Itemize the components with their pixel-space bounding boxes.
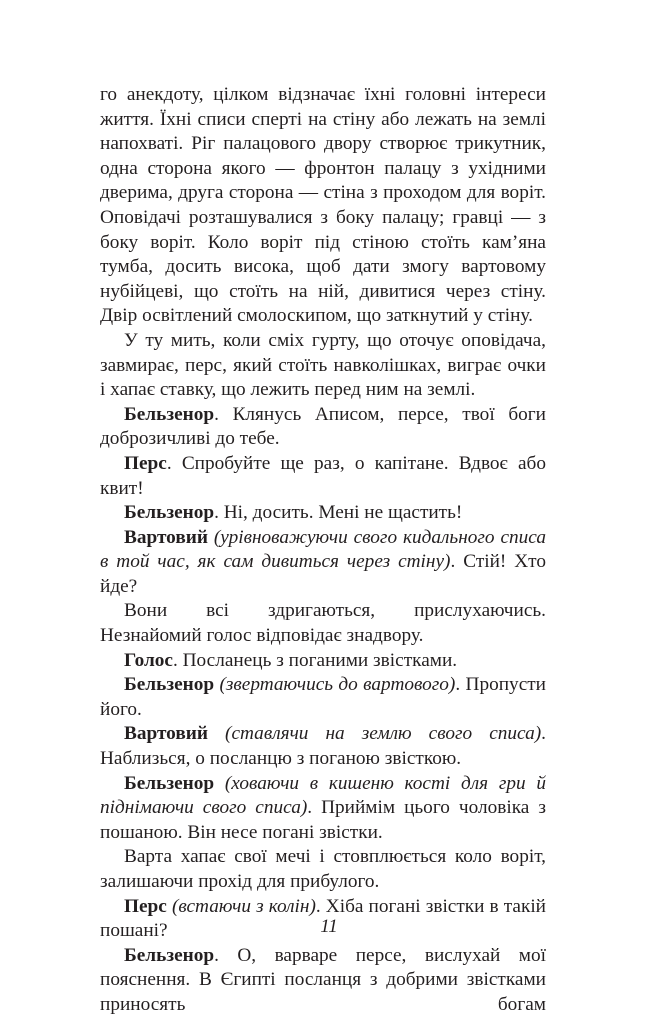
dialogue-text: . Хіба погані звістки в такій пошані? bbox=[100, 895, 547, 942]
speaker-name: Бельзенор bbox=[124, 674, 215, 696]
stage-direction: (урівноважуючи свого кидального списа в той час, як сам дивиться через стіну) bbox=[100, 526, 546, 573]
dialogue-line bbox=[100, 501, 546, 526]
dialogue-text: . Ні, досить. Мені не щастить! bbox=[214, 502, 463, 524]
narrative-paragraph: Варта хапає свої мечі і стовплюється коло воріт, залишаючи прохід для прибулого. bbox=[100, 846, 546, 892]
stage-direction: (встаючи з колін) bbox=[171, 895, 316, 917]
speaker-name: Перс bbox=[124, 895, 167, 917]
narrative-paragraph: У ту мить, коли сміх гурту, що оточує оповідача, завмирає, перс, який стоїть навколішках, виграє очки і хапає ставку, що лежить перед ним на землі. bbox=[100, 329, 546, 401]
narrative-paragraph: го анекдоту, цілком відзначає їхні головні інтереси життя. Їхні списи сперті на стіну або лежать на землі напохваті. Ріг палацового двору створює трикутник, одна сторона якого — фронтон палацу з ухідними дверима, друга сторона — стіна з проходом для воріт. Оповідачі розташувалися з боку палацу; гравці — з боку воріт. Коло воріт під стіною стоїть кам’яна тумба, досить висока, щоб дати змогу вартовому нубійцеві, що стоїть на ній, дивитися через стіну. Двір освітлений смолоскипом, що заткнутий у стіну. bbox=[100, 84, 546, 327]
dialogue-line bbox=[100, 526, 546, 600]
page-number: 11 bbox=[320, 916, 338, 937]
page-text bbox=[100, 83, 546, 1018]
dialogue-line bbox=[100, 649, 546, 674]
speaker-name: Голос bbox=[124, 649, 173, 671]
speaker-name: Бельзенор bbox=[124, 403, 215, 425]
speaker-name: Вартовий bbox=[124, 723, 208, 745]
speaker-name: Бельзенор bbox=[124, 772, 215, 794]
speaker-name: Вартовий bbox=[124, 526, 208, 548]
dialogue-text: . Клянусь Аписом, персе, твої боги доброзичливі до тебе. bbox=[100, 403, 546, 450]
dialogue-text: . Наблизься, о посланцю з поганою звісткою. bbox=[100, 723, 546, 770]
dialogue-text: . Спробуйте ще раз, о капітане. Вдвоє або квит! bbox=[100, 452, 546, 499]
dialogue-text: . Пропусти його. bbox=[100, 674, 546, 720]
narrative-paragraph: Вони всі здригаються, прислухаючись. Незнайомий голос відповідає знадвору. bbox=[100, 600, 546, 647]
stage-direction: (ховаючи в кишеню кості для гри й піднімаючи свого списа) bbox=[100, 772, 546, 819]
dialogue-text: . Стій! Хто йде? bbox=[100, 551, 546, 597]
stage-direction: (звертаючись до вартового) bbox=[219, 674, 456, 696]
dialogue-line bbox=[100, 944, 546, 1018]
dialogue-line bbox=[100, 722, 546, 771]
speaker-name: Бельзенор bbox=[124, 944, 215, 966]
stage-direction: (ставлячи на землю свого списа) bbox=[225, 723, 542, 745]
dialogue-line bbox=[100, 403, 546, 452]
dialogue-line bbox=[100, 673, 546, 722]
dialogue-text: . Посланець з поганими звістками. bbox=[172, 649, 458, 671]
speaker-name: Перс bbox=[124, 452, 167, 474]
dialogue-line bbox=[100, 452, 546, 501]
dialogue-text: . Приймім цього чоловіка з пошаною. Він несе погані звістки. bbox=[100, 797, 546, 843]
dialogue-line bbox=[100, 772, 546, 846]
speaker-name: Бельзенор bbox=[124, 502, 215, 524]
dialogue-text: . О, варваре персе, вислухай мої пояснення. В Єгипті посланця з добрими звістками приносять богам bbox=[100, 944, 546, 1015]
